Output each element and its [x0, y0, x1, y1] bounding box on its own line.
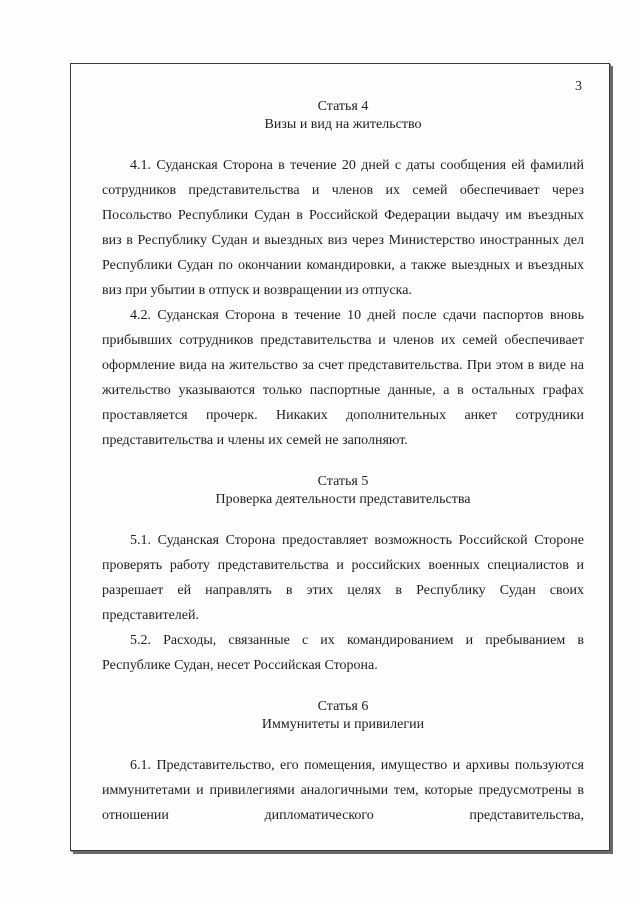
article-4 [102, 98, 584, 453]
paragraph-5-2: 5.2. Расходы, связанные с их командированием и пребыванием в Республике Судан, несет Российская Сторона. [102, 633, 584, 673]
article-title: Проверка деятельности представительства [215, 492, 471, 507]
article-title: Иммунитеты и привилегии [261, 717, 425, 732]
article-heading: Статья 6 [317, 699, 369, 714]
document-body [102, 98, 584, 828]
page-number: 3 [575, 79, 582, 94]
article-5 [102, 473, 584, 678]
page-frame [70, 63, 610, 851]
paragraph-4-1: 4.1. Суданская Сторона в течение 20 дней с даты сообщения ей фамилий сотрудников представительства и членов их семей обеспечивает через Посольство Республики Судан в Российской Федерации выдачу им въездных виз в Республику Судан и выездных виз через Министерство иностранных дел Республики Судан по окончании командировки, а также выездных и въездных виз при убытии в отпуск и возвращении из отпуска. [102, 158, 584, 298]
article-6 [102, 698, 584, 828]
paragraph-6-1: 6.1. Представительство, его помещения, имущество и архивы пользуются иммунитетами и привилегиями аналогичными тем, которые предусмотрены в отношении дипломатического представительства, [102, 758, 584, 823]
paragraph-4-2: 4.2. Суданская Сторона в течение 10 дней после сдачи паспортов вновь прибывших сотрудников представительства и членов их семей обеспечивает оформление вида на жительство за счет представительства. При этом в виде на жительство указываются только паспортные данные, а в остальных графах проставляется прочерк. Никаких дополнительных анкет сотрудники представительства и члены их семей не заполняют. [102, 308, 584, 448]
article-heading: Статья 5 [317, 474, 369, 489]
article-heading: Статья 4 [317, 99, 369, 114]
article-title: Визы и вид на жительство [264, 117, 422, 132]
paragraph-5-1: 5.1. Суданская Сторона предоставляет возможность Российской Стороне проверять работу представительства и российских военных специалистов и разрешает ей направлять в этих целях в Республику Судан своих представителей. [102, 533, 584, 623]
